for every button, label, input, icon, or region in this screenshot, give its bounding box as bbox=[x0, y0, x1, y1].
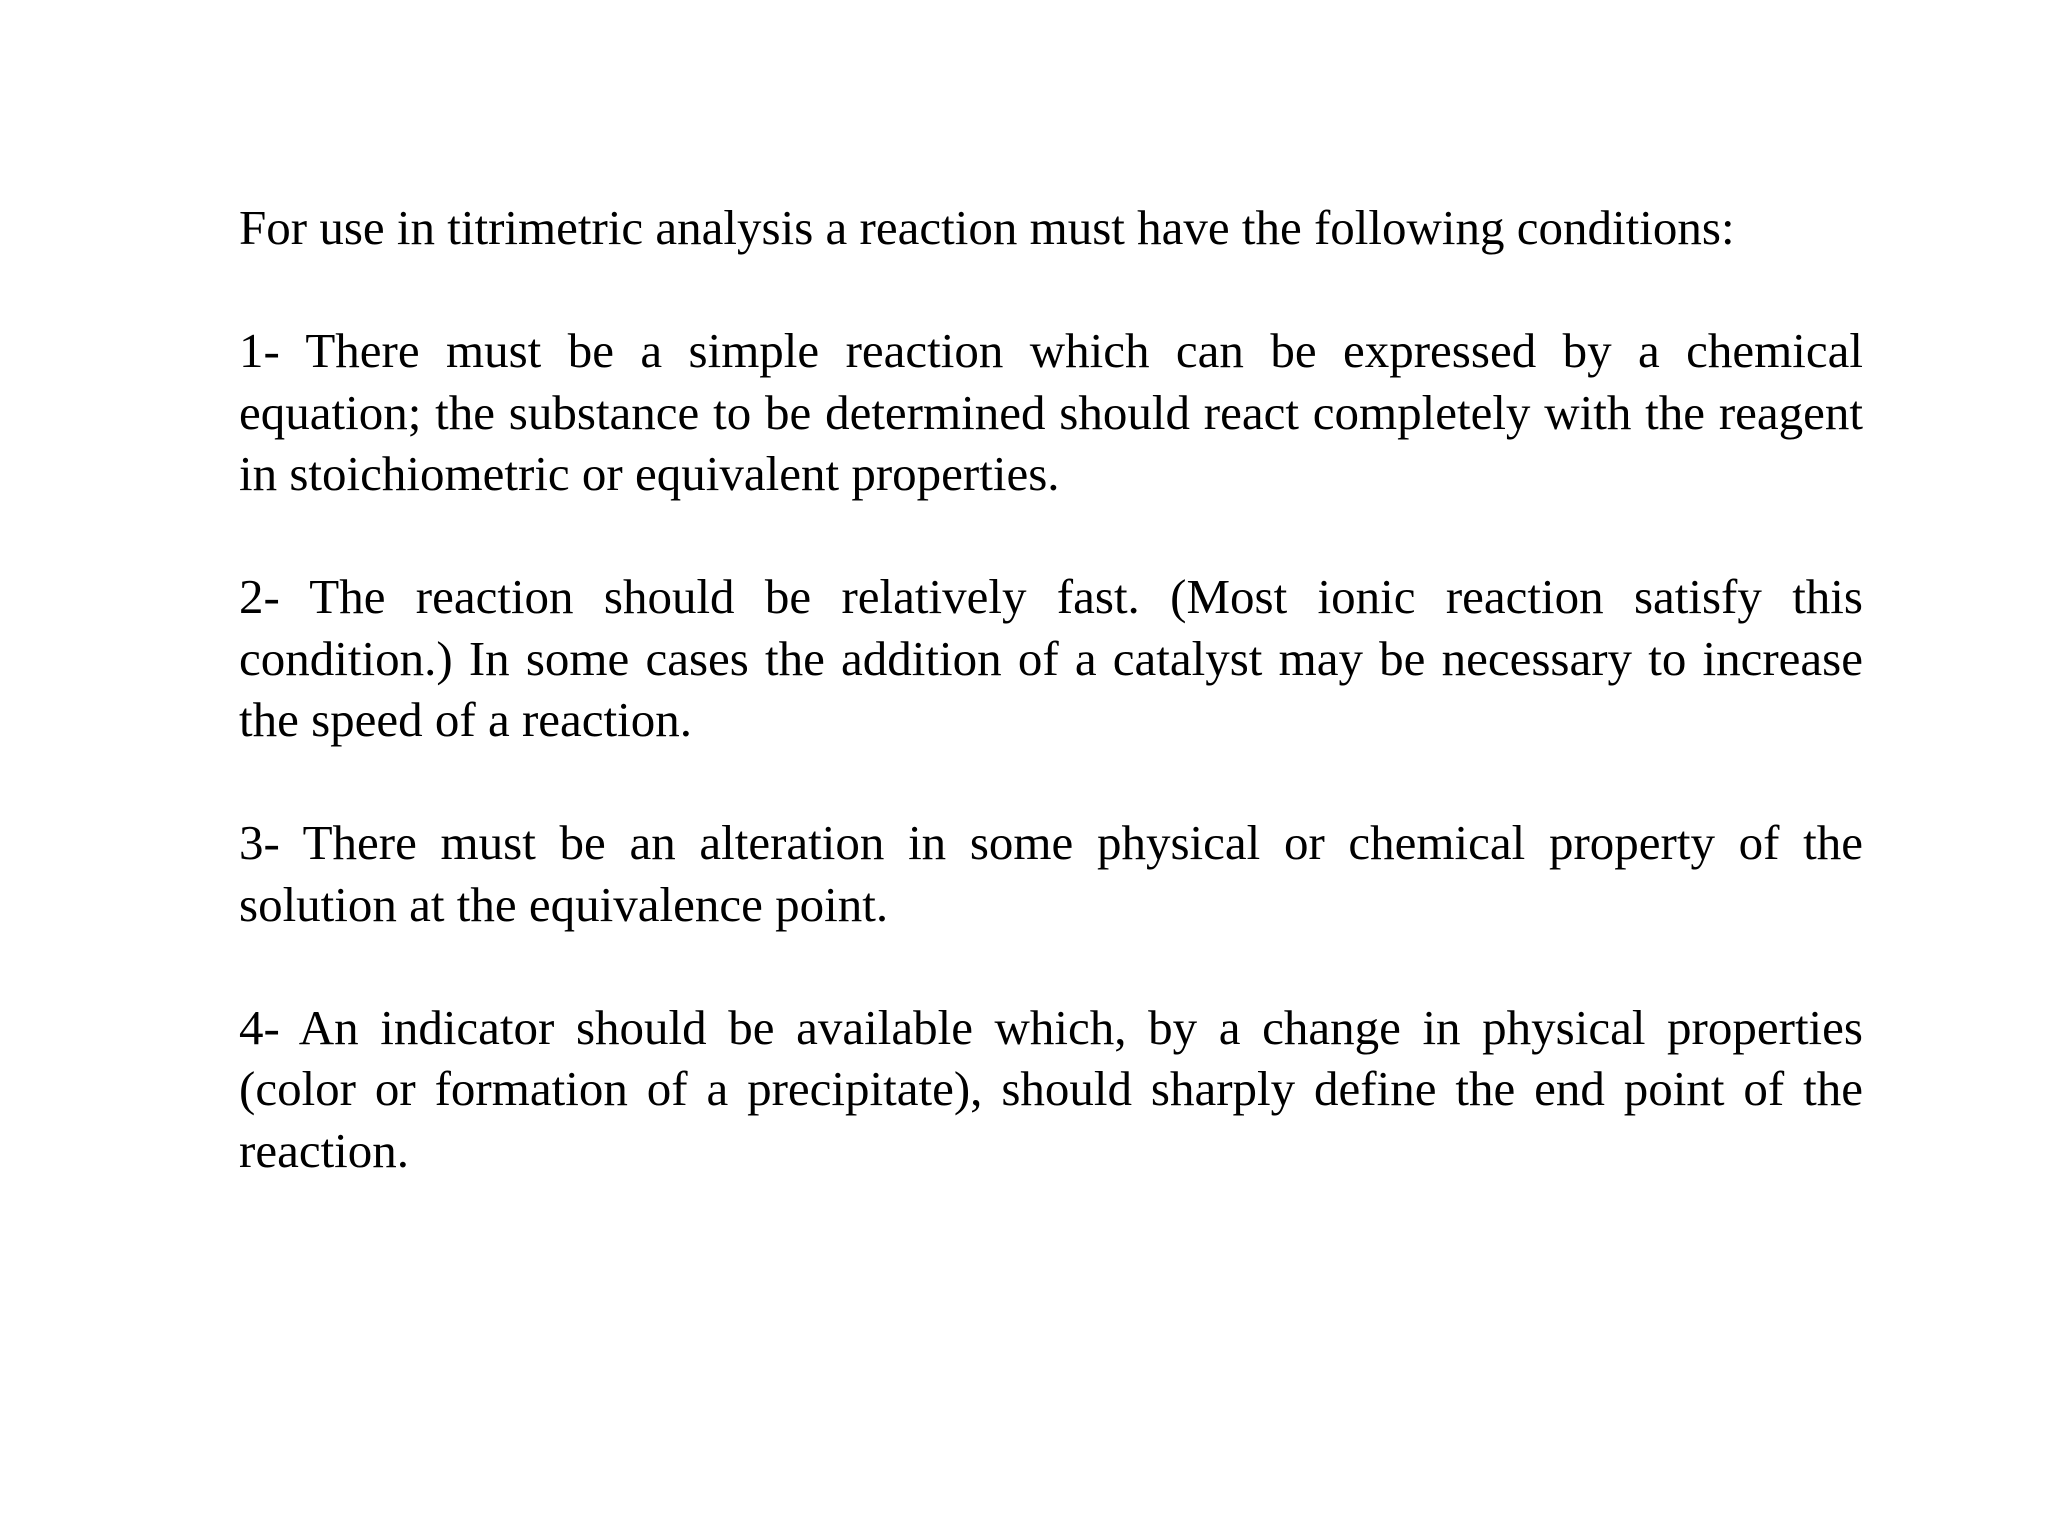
condition-3-paragraph: 3- There must be an alteration in some physical or chemical property of the solution at the equivalence point. bbox=[239, 815, 1863, 932]
condition-4-paragraph: 4- An indicator should be available which, by a change in physical properties (color or formation of a precipitate), should sharply define the end point of the reaction. bbox=[239, 999, 1863, 1178]
condition-2-paragraph: 2- The reaction should be relatively fast. (Most ionic reaction satisfy this condition.) In some cases the addition of a catalyst may be necessary to increase the speed of a reaction. bbox=[239, 569, 1863, 747]
intro-paragraph: For use in titrimetric analysis a reaction must have the following conditions: bbox=[239, 200, 1735, 255]
text-block bbox=[239, 197, 1863, 1181]
condition-1-paragraph: 1- There must be a simple reaction which can be expressed by a chemical equation; the substance to be determined should react completely with the reagent in stoichiometric or equivalent properties. bbox=[239, 323, 1863, 501]
